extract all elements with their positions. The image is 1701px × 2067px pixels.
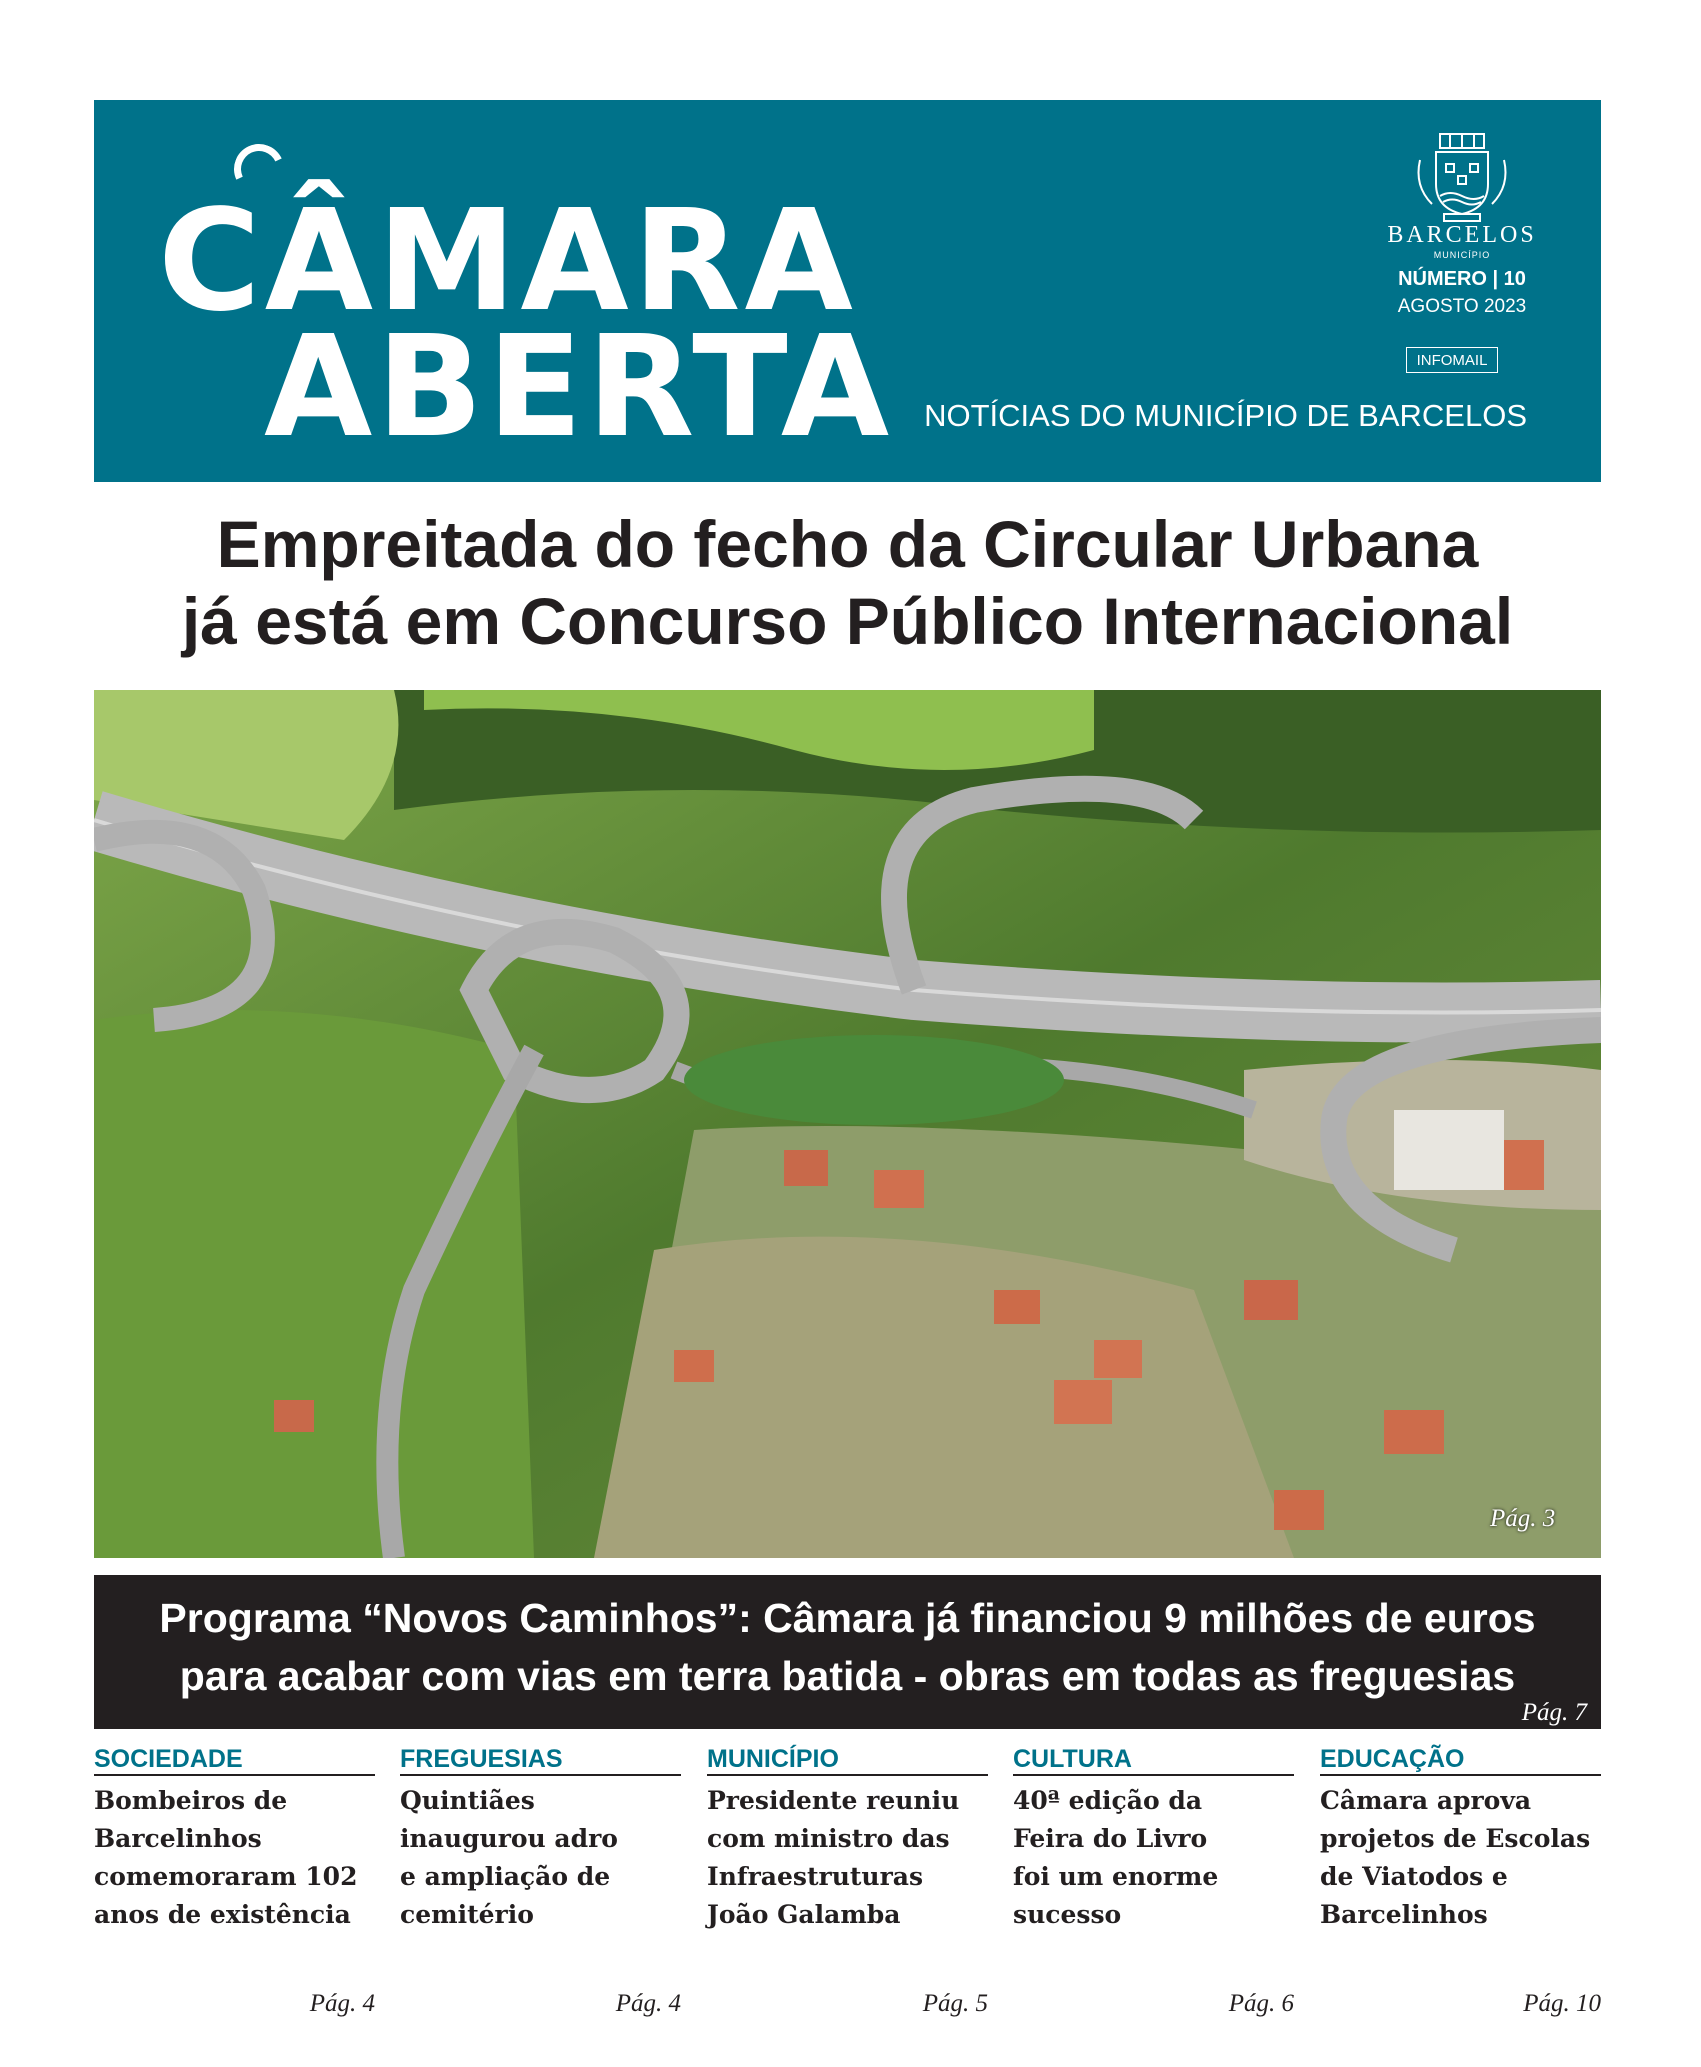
- banner-page-ref: Pág. 7: [1521, 1699, 1587, 1726]
- lead-headline-line2: já está em Concurso Público Internacional: [181, 584, 1514, 658]
- column-headline-line: cemitério: [400, 1900, 534, 1929]
- barcelos-crest-icon: [1410, 130, 1514, 222]
- masthead-title-line2: ABERTA: [264, 306, 894, 469]
- column-headline-line: Presidente reuniu: [707, 1786, 960, 1815]
- column-page-ref: Pág. 4: [309, 1990, 375, 2017]
- column-page-ref: Pág. 10: [1523, 1990, 1601, 2017]
- banner-line1: Programa “Novos Caminhos”: Câmara já financiou 9 milhões de euros: [159, 1595, 1536, 1641]
- column-headline-line: anos de existência: [94, 1900, 351, 1929]
- banner-line2: para acabar com vias em terra batida - obras em todas as freguesias: [179, 1653, 1516, 1699]
- column-headline-line: e ampliação de: [400, 1862, 611, 1891]
- lead-headline-line1: Empreitada do fecho da Circular Urbana: [216, 507, 1479, 581]
- column-page-ref: Pág. 5: [922, 1990, 988, 2017]
- column-headline-line: foi um enorme: [1013, 1862, 1219, 1891]
- column-category: MUNICÍPIO: [707, 1744, 988, 1776]
- column-headline-line: Infraestruturas: [707, 1862, 924, 1891]
- issue-date: AGOSTO 2023: [1397, 296, 1527, 317]
- masthead: [94, 100, 1601, 482]
- column-headline: [707, 1782, 988, 1934]
- brand-subtitle: MUNICÍPIO: [1433, 250, 1491, 260]
- column-municipio[interactable]: [707, 1744, 988, 2044]
- column-headline-line: Barcelinhos: [1320, 1900, 1488, 1929]
- column-headline: [94, 1782, 375, 1934]
- column-headline: [1320, 1782, 1601, 1934]
- column-page-ref: Pág. 6: [1228, 1990, 1294, 2017]
- lead-headline[interactable]: [94, 506, 1601, 660]
- aerial-road-photo: [94, 690, 1601, 1558]
- column-category: CULTURA: [1013, 1744, 1294, 1776]
- programa-banner[interactable]: [94, 1575, 1601, 1729]
- column-cultura[interactable]: [1013, 1744, 1294, 2044]
- column-headline-line: João Galamba: [707, 1900, 901, 1929]
- column-headline-line: Bombeiros de: [94, 1786, 288, 1815]
- column-headline-line: Quintiães: [400, 1786, 535, 1815]
- column-headline-line: Feira do Livro: [1013, 1824, 1208, 1853]
- lead-page-ref: Pág. 3: [1490, 1505, 1556, 1532]
- column-headline-line: Câmara aprova: [1320, 1786, 1532, 1815]
- column-category: EDUCAÇÃO: [1320, 1744, 1601, 1776]
- brand-name: BARCELOS: [1387, 222, 1537, 248]
- column-headline-line: Barcelinhos: [94, 1824, 262, 1853]
- masthead-title-line1: CÂMARA: [158, 180, 857, 343]
- column-headline-line: 40ª edição da: [1013, 1786, 1203, 1815]
- issue-number: NÚMERO | 10: [1398, 268, 1526, 290]
- column-category: SOCIEDADE: [94, 1744, 375, 1776]
- column-freguesias[interactable]: [400, 1744, 681, 2044]
- column-headline-line: projetos de Escolas: [1320, 1824, 1591, 1853]
- infomail-badge: INFOMAIL: [1406, 347, 1498, 373]
- column-headline-line: de Viatodos e: [1320, 1862, 1508, 1891]
- column-educacao[interactable]: [1320, 1744, 1601, 2044]
- column-headline-line: inaugurou adro: [400, 1824, 618, 1853]
- column-headline-line: sucesso: [1013, 1900, 1122, 1929]
- masthead-tagline: NOTÍCIAS DO MUNICÍPIO DE BARCELOS: [924, 398, 1527, 433]
- column-sociedade[interactable]: [94, 1744, 375, 2044]
- column-headline: [1013, 1782, 1294, 1934]
- column-page-ref: Pág. 4: [615, 1990, 681, 2017]
- column-headline: [400, 1782, 681, 1934]
- column-headline-line: comemoraram 102: [94, 1862, 358, 1891]
- column-headline-line: com ministro das: [707, 1824, 950, 1853]
- column-category: FREGUESIAS: [400, 1744, 681, 1776]
